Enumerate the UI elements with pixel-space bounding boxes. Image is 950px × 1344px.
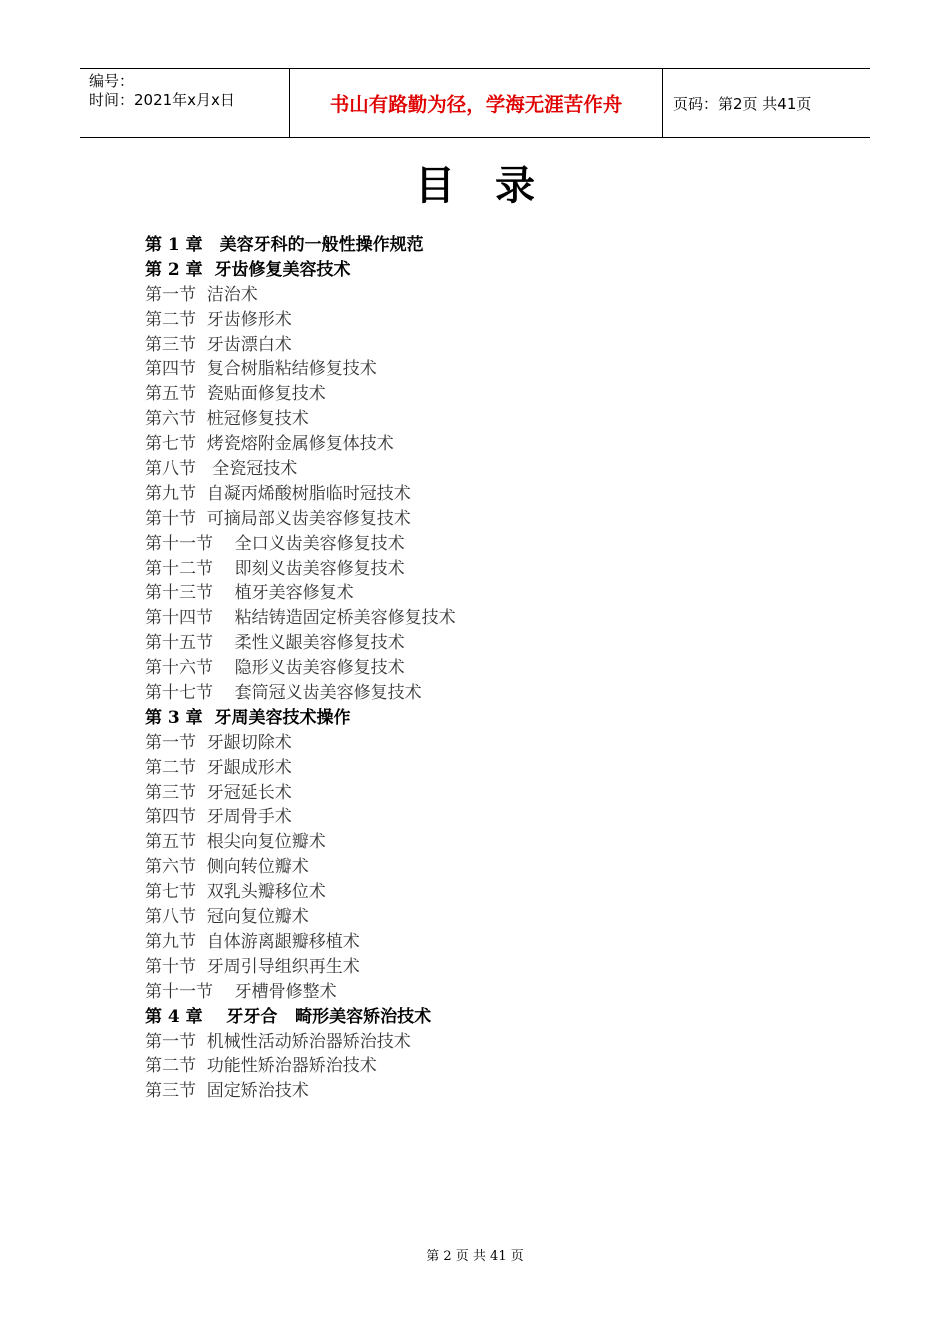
toc-section: 第六节 桩冠修复技术	[145, 409, 309, 430]
toc-section: 第一节 洁治术	[145, 284, 258, 305]
toc-section: 第八节 全瓷冠技术	[145, 459, 298, 480]
toc-section: 第三节 牙冠延长术	[145, 782, 292, 803]
toc-section: 第二节 牙齿修形术	[145, 309, 292, 330]
page-footer: 第 2 页 共 41 页	[426, 1249, 524, 1264]
toc-section: 第三节 牙齿漂白术	[145, 334, 292, 355]
toc-section: 第三节 固定矫治技术	[145, 1081, 309, 1102]
toc-chapter: 第 1 章 美容牙科的一般性操作规范	[145, 235, 424, 255]
header-motto: 书山有路勤为径，学海无涯苦作舟	[289, 69, 663, 137]
page-header	[80, 68, 870, 138]
toc-section: 第一节 牙龈切除术	[145, 732, 292, 753]
toc-section: 第十七节 套筒冠义齿美容修复技术	[145, 683, 422, 704]
toc-section: 第五节 根尖向复位瓣术	[145, 832, 326, 853]
toc-section: 第十节 牙周引导组织再生术	[145, 956, 360, 977]
toc-section: 第八节 冠向复位瓣术	[145, 907, 309, 928]
document-time: 时间：2021年x月x日	[89, 91, 235, 109]
toc-section: 第十节 可摘局部义齿美容修复技术	[145, 508, 411, 529]
toc-chapter: 第 2 章 牙齿修复美容技术	[145, 259, 351, 280]
toc-section: 第十二节 即刻义齿美容修复技术	[145, 558, 405, 579]
toc-section: 第五节 瓷贴面修复技术	[145, 384, 326, 405]
page-title: 目录	[415, 162, 575, 209]
toc-section: 第七节 双乳头瓣移位术	[145, 882, 326, 903]
toc-section: 第一节 机械性活动矫治器矫治技术	[145, 1031, 411, 1052]
toc-section: 第四节 复合树脂粘结修复技术	[145, 359, 377, 380]
toc-section: 第十四节 粘结铸造固定桥美容修复技术	[145, 608, 456, 629]
toc-section: 第二节 牙龈成形术	[145, 757, 292, 778]
toc-section: 第六节 侧向转位瓣术	[145, 857, 309, 878]
toc-chapter: 第 3 章 牙周美容技术操作	[145, 707, 351, 728]
document-number: 编号：	[89, 72, 135, 90]
toc-section: 第十三节 植牙美容修复术	[145, 583, 354, 604]
toc-section: 第十五节 柔性义龈美容修复技术	[145, 633, 405, 654]
header-meta	[80, 69, 289, 137]
toc-section: 第四节 牙周骨手术	[145, 807, 292, 828]
table-of-contents	[145, 233, 795, 1104]
toc-section: 第十一节 牙槽骨修整术	[145, 981, 337, 1002]
toc-section: 第十一节 全口义齿美容修复技术	[145, 533, 405, 554]
toc-section: 第九节 自体游离龈瓣移植术	[145, 931, 360, 952]
toc-section: 第九节 自凝丙烯酸树脂临时冠技术	[145, 483, 411, 504]
toc-chapter: 第 4 章 牙牙合 畸形美容矫治技术	[145, 1006, 432, 1027]
toc-section: 第十六节 隐形义齿美容修复技术	[145, 658, 405, 679]
toc-section: 第七节 烤瓷熔附金属修复体技术	[145, 434, 394, 455]
header-page-info: 页码：第2页 共41页	[673, 94, 812, 113]
toc-section: 第二节 功能性矫治器矫治技术	[145, 1056, 377, 1077]
